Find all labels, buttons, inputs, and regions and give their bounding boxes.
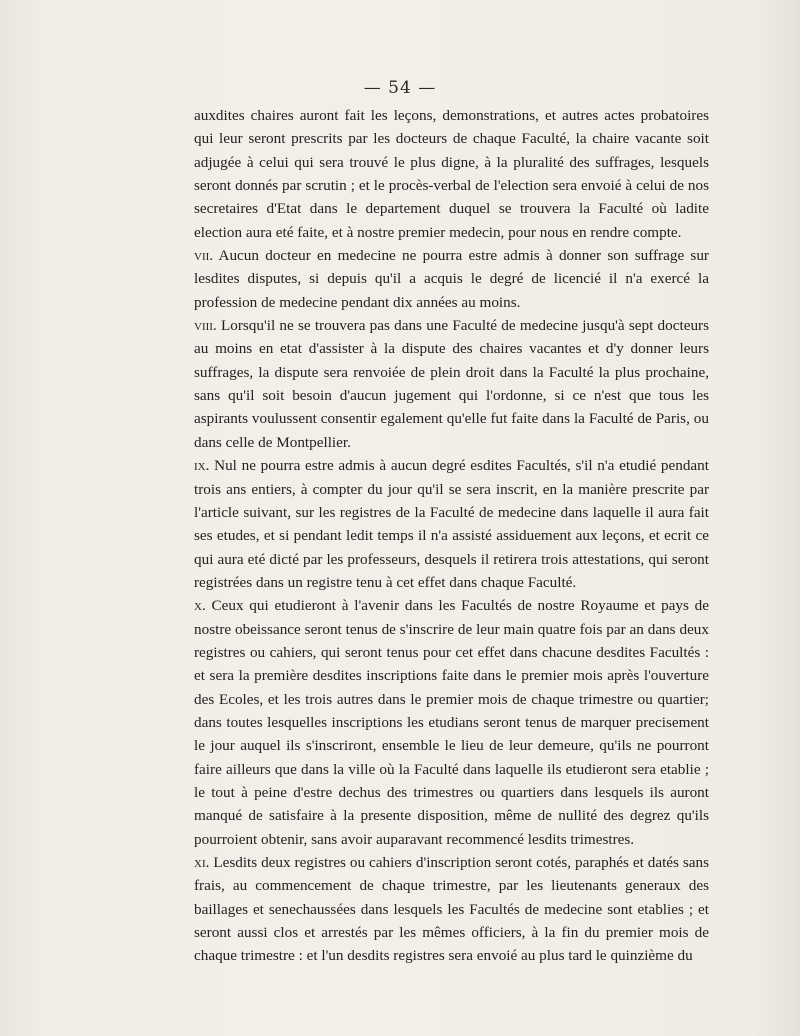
- paragraph-text: Aucun docteur en medecine ne pourra estre admis à donner son suffrage sur lesdites disputes, si depuis qu'il a acquis le degré de licencié il n'a exercé la profession de medecine pendant dix années au moins.: [194, 247, 709, 311]
- article-ix: [194, 454, 709, 594]
- article-xi: [194, 851, 709, 968]
- article-x: [194, 594, 709, 851]
- article-numeral: ix.: [194, 457, 210, 475]
- paragraph-continuation: [194, 104, 709, 244]
- paragraph-text: Lorsqu'il ne se trouvera pas dans une Faculté de medecine jusqu'à sept docteurs au moins en etat d'assister à la dispute des chaires vacantes et d'y donner leurs suffrages, la dispute sera renvoiée de plein droit dans la Faculté la plus prochaine, sans qu'il soit besoin d'aucun jugement qui l'ordonne, si ce n'est que tous les aspirants voulussent consentir egalement qu'elle fut faite dans la Faculté de Paris, ou dans celle de Montpellier.: [194, 317, 710, 451]
- article-numeral: viii.: [194, 317, 217, 335]
- page-number: — 54 —: [363, 78, 437, 98]
- paragraph-text: Lesdits deux registres ou cahiers d'inscription seront cotés, paraphés et datés sans frais, au commencement de chaque trimestre, par les lieutenants generaux des baillages et senechaussées dans lesquels les Facultés de medecine sont etablies ; et seront aussi clos et arrestés par les mêmes officiers, à la fin du premier mois de chaque trimestre : et l'un desdits registres sera envoié au plus tard le quinzième du: [194, 854, 709, 965]
- article-viii: [194, 314, 709, 454]
- body-text: [194, 104, 709, 968]
- paragraph-text: auxdites chaires auront fait les leçons, demonstrations, et autres actes probatoires qui leur seront prescrits par les docteurs de chaque Faculté, la chaire vacante soit adjugée à celui qui sera trouvé le plus digne, à la pluralité des suffrages, lesquels seront donnés par scrutin ; et le procès-verbal de l'election sera envoié à celui de nos secretaires d'Etat dans le departement duquel se trouvera la Faculté où ladite election aura eté faite, et à nostre premier medecin, pour nous en rendre compte.: [194, 107, 709, 241]
- article-numeral: vii.: [194, 247, 214, 265]
- paragraph-text: Ceux qui etudieront à l'avenir dans les Facultés de nostre Royaume et pays de nostre obeissance seront tenus de s'inscrire de leur main quatre fois par an dans deux registres ou cahiers, qui seront tenus pour cet effet dans chacune desdites Facultés : et sera la première desdites inscriptions faite dans le premier mois après l'ouverture des Ecoles, et les trois autres dans le premier mois de chaque trimestre ou quartier; dans toutes lesquelles inscriptions les etudians seront tenus de marquer precisement le jour auquel ils s'inscriront, ensemble le lieu de leur demeure, qu'ils ne pourront faire ailleurs que dans la ville où la Faculté dans laquelle ils etudieront sera etablie ; le tout à peine d'estre dechus des trimestres ou quartiers dans lesquels ils auront manqué de satisfaire à la presente disposition, même de nullité des degrez qu'ils pourroient obtenir, sans avoir auparavant recommencé lesdits trimestres.: [194, 597, 710, 848]
- paragraph-text: Nul ne pourra estre admis à aucun degré esdites Facultés, s'il n'a etudié pendant trois ans entiers, à compter du jour qu'il se sera inscrit, en la manière prescrite par l'article suivant, sur les registres de la Faculté de medecine dans laquelle il aura fait ses etudes, et si pendant ledit temps il n'a assisté assiduement aux leçons, et ecrit ce qui aura eté dicté par les professeurs, desquels il retirera trois attestations, qui seront registrées dans un registre tenu à cet effet dans chaque Faculté.: [194, 457, 709, 591]
- article-numeral: xi.: [194, 854, 210, 871]
- article-numeral: x.: [194, 597, 206, 615]
- article-vii: [194, 244, 709, 314]
